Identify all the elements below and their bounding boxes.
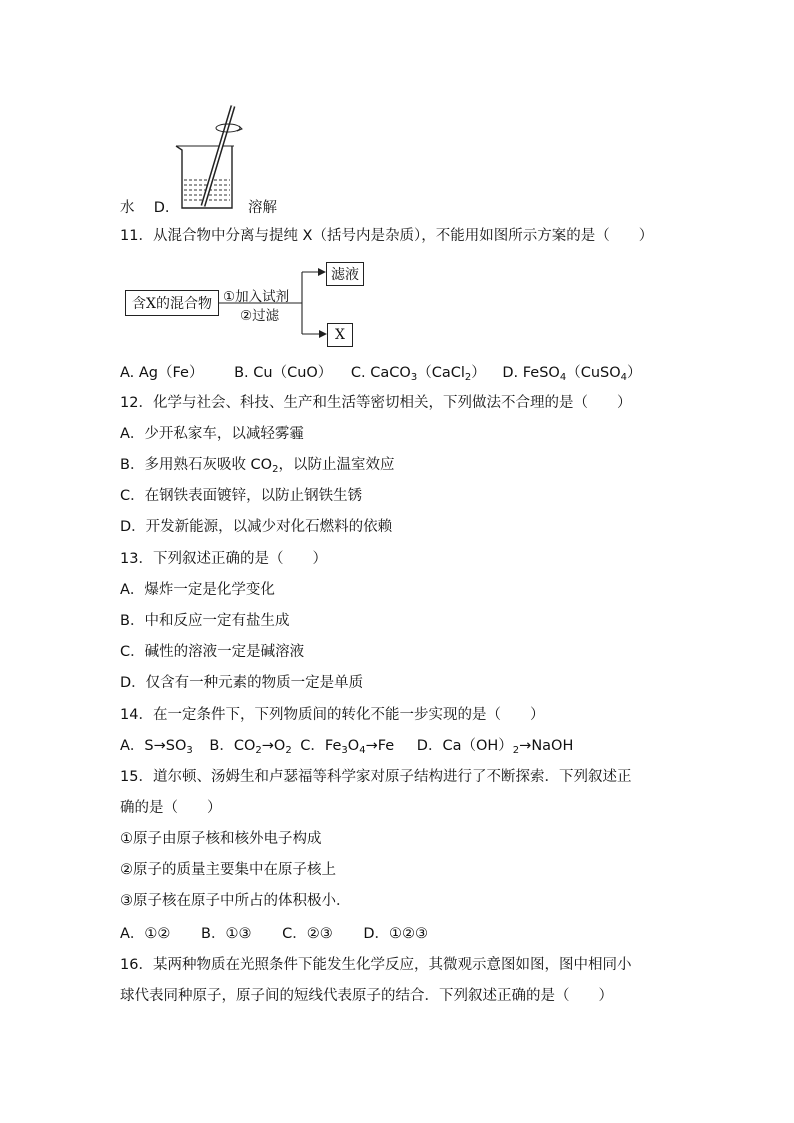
q14-option-d: D．$Ca(OH)_2\to NaOH$ — [416, 738, 574, 756]
q15-option-c: C．②③ — [282, 926, 333, 942]
q15-stem-line1: 15．道尔顿、汤姆生和卢瑟福等科学家对原子结构进行了不断探索．下列叙述正 — [120, 769, 632, 785]
q12-stem: 12．化学与社会、科技、生产和生活等密切相关，下列做法不合理的是（ ） — [120, 395, 632, 411]
filtrate-box: 滤液 — [326, 262, 364, 286]
q15-stem-line2: 确的是（ ） — [120, 800, 222, 816]
q10-option-d-label: D. — [153, 200, 170, 216]
q12-option-c: C．在钢铁表面镀锌，以防止钢铁生锈 — [120, 488, 363, 504]
q16-stem-line1: 16．某两种物质在光照条件下能发生化学反应，其微观示意图如图，图中相同小 — [120, 957, 632, 973]
q14-option-b: B．$CO_2\to O_2$ — [209, 738, 292, 756]
q15-option-d: D．①②③ — [363, 926, 428, 942]
q13-option-b: B．中和反应一定有盐生成 — [120, 613, 290, 629]
q15-option-a: A．①② — [120, 926, 171, 942]
q13-stem: 13．下列叙述正确的是（ ） — [120, 551, 327, 567]
flow-arrows — [0, 0, 794, 400]
mixture-box: 含X的混合物 — [125, 290, 219, 316]
q13-option-c: C．碱性的溶液一定是碱溶液 — [120, 644, 305, 660]
q15-statement-1: ①原子由原子核和核外电子构成 — [120, 831, 322, 847]
q11-options — [120, 363, 642, 383]
q14-option-c: C．$Fe_3O_4\to Fe$ — [300, 738, 395, 756]
q15-options — [120, 924, 428, 944]
q15-statement-2: ②原子的质量主要集中在原子核上 — [120, 862, 336, 878]
q15-option-b: B．①③ — [201, 926, 252, 942]
q11-option-b: B. Cu（CuO） — [234, 365, 333, 381]
q11-option-c: C. CaCO$_3$（CaCl$_2$） — [350, 365, 486, 383]
q16-stem-line2: 球代表同种原子，原子间的短线代表原子的结合．下列叙述正确的是（ ） — [120, 988, 613, 1004]
q12-option-a: A．少开私家车，以减轻雾霾 — [120, 426, 304, 442]
q13-option-a: A．爆炸一定是化学变化 — [120, 582, 275, 598]
step-add-reagent: ①加入试剂 — [223, 289, 290, 305]
product-x-box: X — [327, 323, 353, 347]
q10-text-post: 溶解 — [248, 200, 277, 216]
q14-options — [120, 736, 573, 756]
q12-option-d: D．开发新能源，以减少对化石燃料的依赖 — [120, 519, 393, 535]
q10-text-pre: 水 — [120, 200, 135, 216]
q12-option-b: B．多用熟石灰吸收 $CO_2$，以防止温室效应 — [120, 457, 395, 475]
q13-option-d: D．仅含有一种元素的物质一定是单质 — [120, 675, 364, 691]
q11-option-d: D. FeSO$_4$（CuSO$_4$） — [502, 365, 642, 383]
q11-option-a: A. Ag（Fe） — [120, 365, 204, 381]
q14-stem: 14．在一定条件下，下列物质间的转化不能一步实现的是（ ） — [120, 707, 545, 723]
step-filter: ②过滤 — [240, 308, 280, 324]
q11-stem: 11．从混合物中分离与提纯 X（括号内是杂质），不能用如图所示方案的是（ ） — [120, 228, 654, 244]
q14-option-a: A．$S\to SO_3$ — [120, 738, 193, 756]
q15-statement-3: ③原子核在原子中所占的体积极小． — [120, 893, 351, 909]
